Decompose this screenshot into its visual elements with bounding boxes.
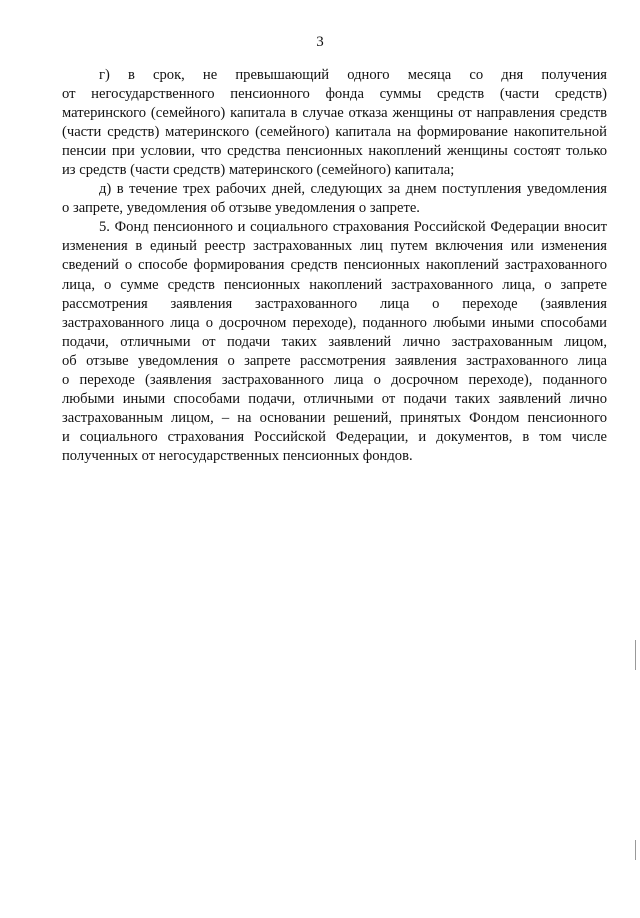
text-line: застрахованного лица о досрочном переходе), поданного любыми иными способами (62, 314, 607, 331)
text-line: рассмотрения заявления застрахованного лица о переходе (заявления (62, 295, 607, 312)
text-line: полученных от негосударственных пенсионных фондов. (62, 447, 413, 464)
text-line: любыми иными способами подачи, отличными от подачи таких заявлений лично (62, 390, 607, 407)
paragraph-item-g (62, 66, 607, 180)
text-line: от негосударственного пенсионного фонда суммы средств (части средств) (62, 86, 607, 103)
text-line: подачи, отличными от подачи таких заявлений лично застрахованным лицом, (62, 333, 607, 350)
text-line: застрахованным лицом, – на основании решений, принятых Фондом пенсионного (62, 409, 607, 426)
text-line: 5. Фонд пенсионного и социального страхования Российской Федерации вносит (99, 219, 607, 236)
text-line: об отзыве уведомления о запрете рассмотрения заявления застрахованного лица (62, 352, 607, 369)
paragraph-item-d (62, 180, 607, 218)
page-number: 3 (316, 34, 324, 50)
scan-edge-mark (635, 840, 636, 860)
text-line: из средств (части средств) материнского (семейного) капитала; (62, 162, 455, 179)
text-line: пенсии при условии, что средства пенсионных накоплений женщины состоят только (62, 143, 607, 160)
text-line: и социального страхования Российской Федерации, и документов, в том числе (62, 428, 607, 445)
text-line: лица, о сумме средств пенсионных накоплений застрахованного лица, о запрете (62, 276, 607, 293)
text-line: о переходе (заявления застрахованного лица о досрочном переходе), поданного (62, 371, 607, 388)
text-line: о запрете, уведомления об отзыве уведомления о запрете. (62, 200, 420, 217)
scan-edge-mark (635, 640, 636, 670)
document-body (62, 66, 607, 466)
text-line: (части средств) материнского (семейного) капитала на формирование накопительной (62, 124, 607, 141)
text-line: сведений о способе формирования средств пенсионных накоплений застрахованного (62, 257, 607, 274)
text-line: материнского (семейного) капитала в случае отказа женщины от направления средств (62, 105, 607, 122)
paragraph-item-5 (62, 218, 607, 466)
text-line: г) в срок, не превышающий одного месяца со дня получения (99, 67, 607, 83)
text-line: д) в течение трех рабочих дней, следующих за днем поступления уведомления (99, 181, 607, 198)
text-line: изменения в единый реестр застрахованных лиц путем включения или изменения (62, 238, 607, 255)
